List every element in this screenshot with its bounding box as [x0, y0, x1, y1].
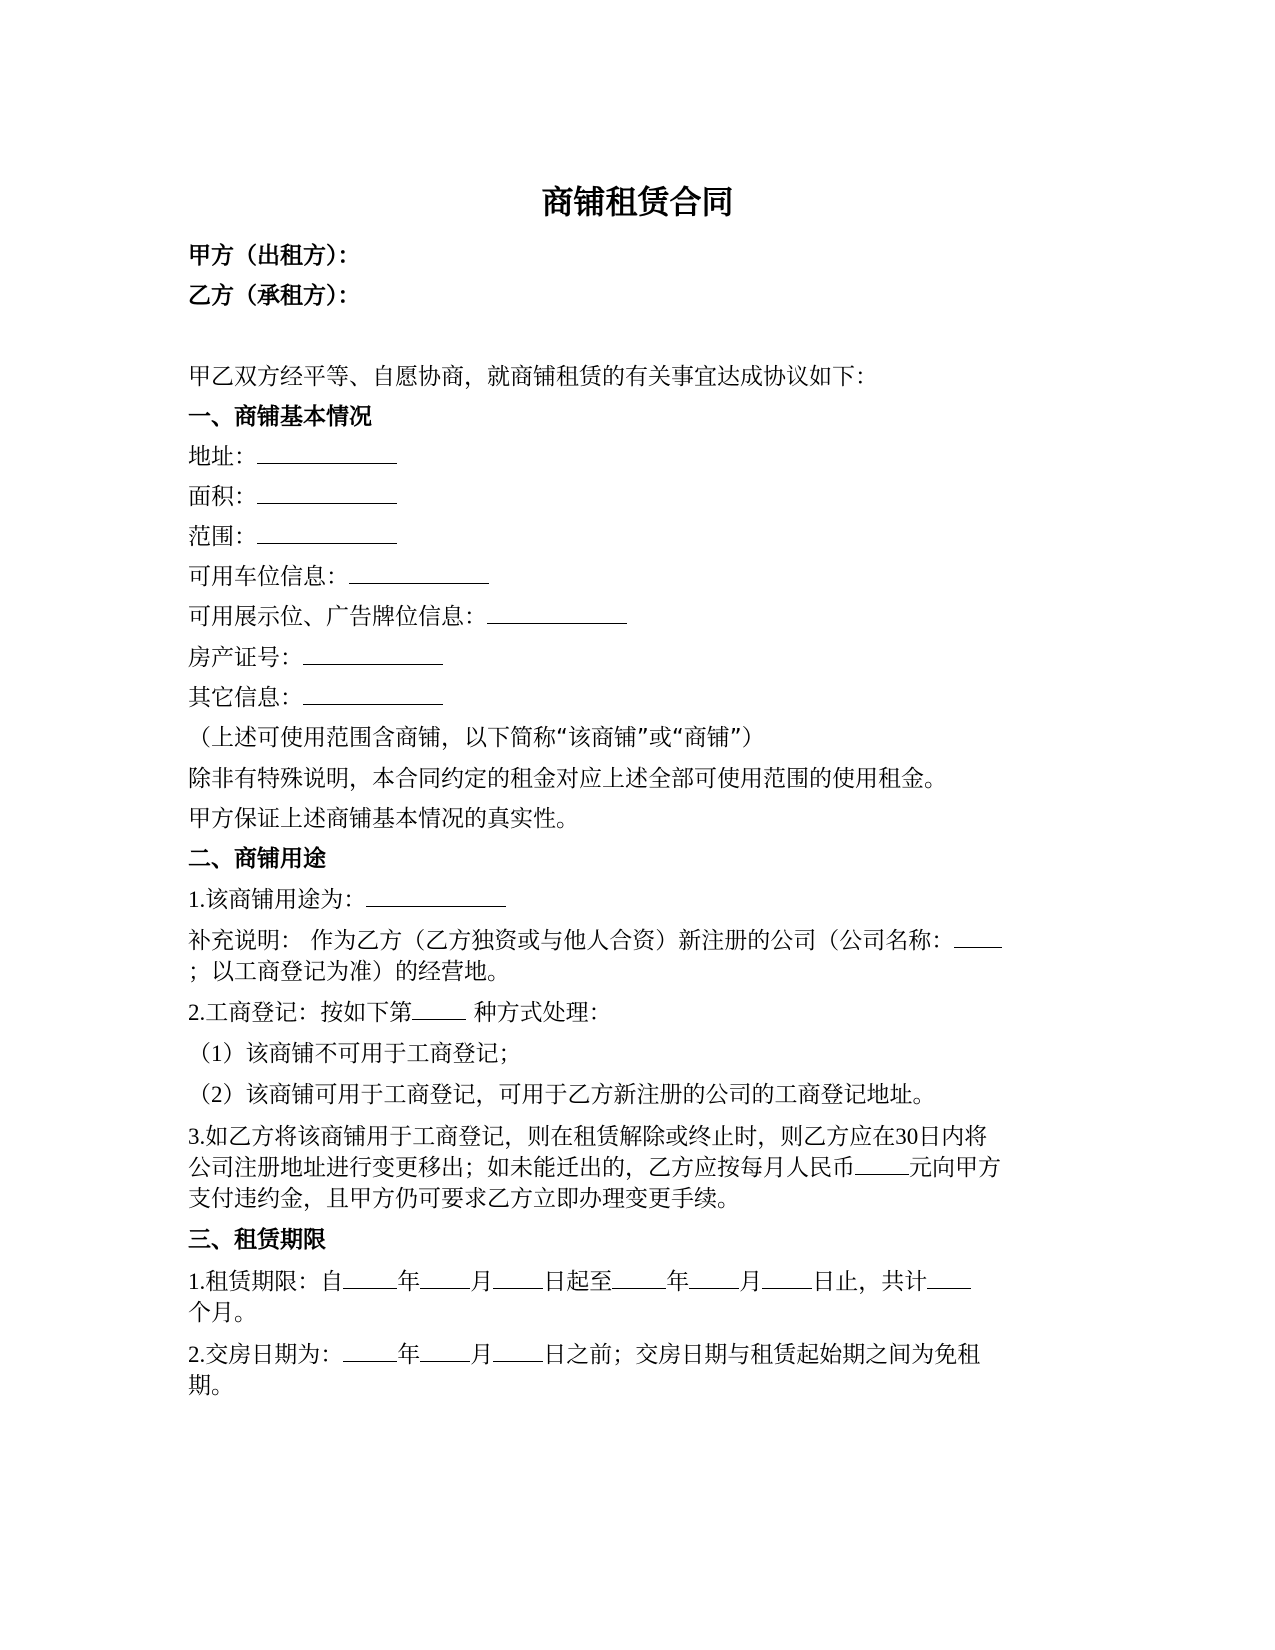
address-blank: [257, 441, 397, 464]
section1-heading: 一、商铺基本情况: [188, 404, 372, 430]
handover-line-1: 2.交房日期为： 年 月 日之前；交房日期与租赁起始期之间为免租: [188, 1339, 1088, 1371]
handover-line-2: 期。: [188, 1373, 234, 1399]
penalty-blank: [855, 1152, 909, 1175]
end-year-blank: [612, 1266, 666, 1289]
relocation-line-3: 支付违约金，且甲方仍可要求乙方立即办理变更手续。: [188, 1186, 740, 1212]
relocation-line-2: 公司注册地址进行变更移出；如未能迁出的，乙方应按每月人民币 元向甲方: [188, 1152, 1088, 1184]
usage-blank: [366, 884, 506, 907]
deed-field: 房产证号：: [188, 642, 1088, 674]
start-year-blank: [343, 1266, 397, 1289]
section3-heading: 三、租赁期限: [188, 1227, 326, 1253]
party-a-label: 甲方（出租方）：: [188, 243, 361, 269]
company-name-blank: [954, 925, 1002, 948]
method-blank: [412, 997, 466, 1020]
guarantee-note: 甲方保证上述商铺基本情况的真实性。: [188, 806, 579, 832]
term-line-2: 个月。: [188, 1300, 257, 1326]
section2-heading: 二、商铺用途: [188, 846, 326, 872]
document-title: 商铺租赁合同: [541, 183, 734, 221]
parking-field: 可用车位信息：: [188, 561, 1088, 593]
area-field: 面积：: [188, 481, 1088, 513]
supplement-line-1: 补充说明： 作为乙方（乙方独资或与他人合资）新注册的公司（公司名称：: [188, 925, 1088, 957]
deed-blank: [303, 642, 443, 665]
end-day-blank: [762, 1266, 812, 1289]
term-line-1: 1.租赁期限：自 年 月 日起至 年 月 日止，共计: [188, 1266, 1088, 1298]
party-b-label: 乙方（承租方）：: [188, 283, 361, 309]
rent-note: 除非有特殊说明，本合同约定的租金对应上述全部可使用范围的使用租金。: [188, 766, 947, 792]
option-1: （1）该商铺不可用于工商登记；: [188, 1041, 522, 1067]
intro-paragraph: 甲乙双方经平等、自愿协商，就商铺租赁的有关事宜达成协议如下：: [188, 364, 878, 390]
registration-item: 2.工商登记：按如下第 种方式处理：: [188, 997, 1088, 1029]
scope-blank: [257, 521, 397, 544]
handover-month-blank: [420, 1339, 470, 1362]
handover-year-blank: [343, 1339, 397, 1362]
other-info-blank: [303, 682, 443, 705]
parking-blank: [349, 561, 489, 584]
scope-note: （上述可使用范围含商铺，以下简称“该商铺”或“商铺”）: [188, 725, 765, 751]
scope-field: 范围：: [188, 521, 1088, 553]
address-field: 地址：: [188, 441, 1088, 473]
display-blank: [487, 601, 627, 624]
area-blank: [257, 481, 397, 504]
display-field: 可用展示位、广告牌位信息：: [188, 601, 1088, 633]
handover-day-blank: [493, 1339, 543, 1362]
start-day-blank: [493, 1266, 543, 1289]
start-month-blank: [420, 1266, 470, 1289]
total-months-blank: [927, 1266, 971, 1289]
supplement-line-2: ；以工商登记为准）的经营地。: [188, 959, 510, 985]
other-info-field: 其它信息：: [188, 682, 1088, 714]
usage-item: 1.该商铺用途为：: [188, 884, 1088, 916]
end-month-blank: [689, 1266, 739, 1289]
relocation-line-1: 3.如乙方将该商铺用于工商登记，则在租赁解除或终止时，则乙方应在30日内将: [188, 1124, 988, 1150]
option-2: （2）该商铺可用于工商登记，可用于乙方新注册的公司的工商登记地址。: [188, 1082, 936, 1108]
